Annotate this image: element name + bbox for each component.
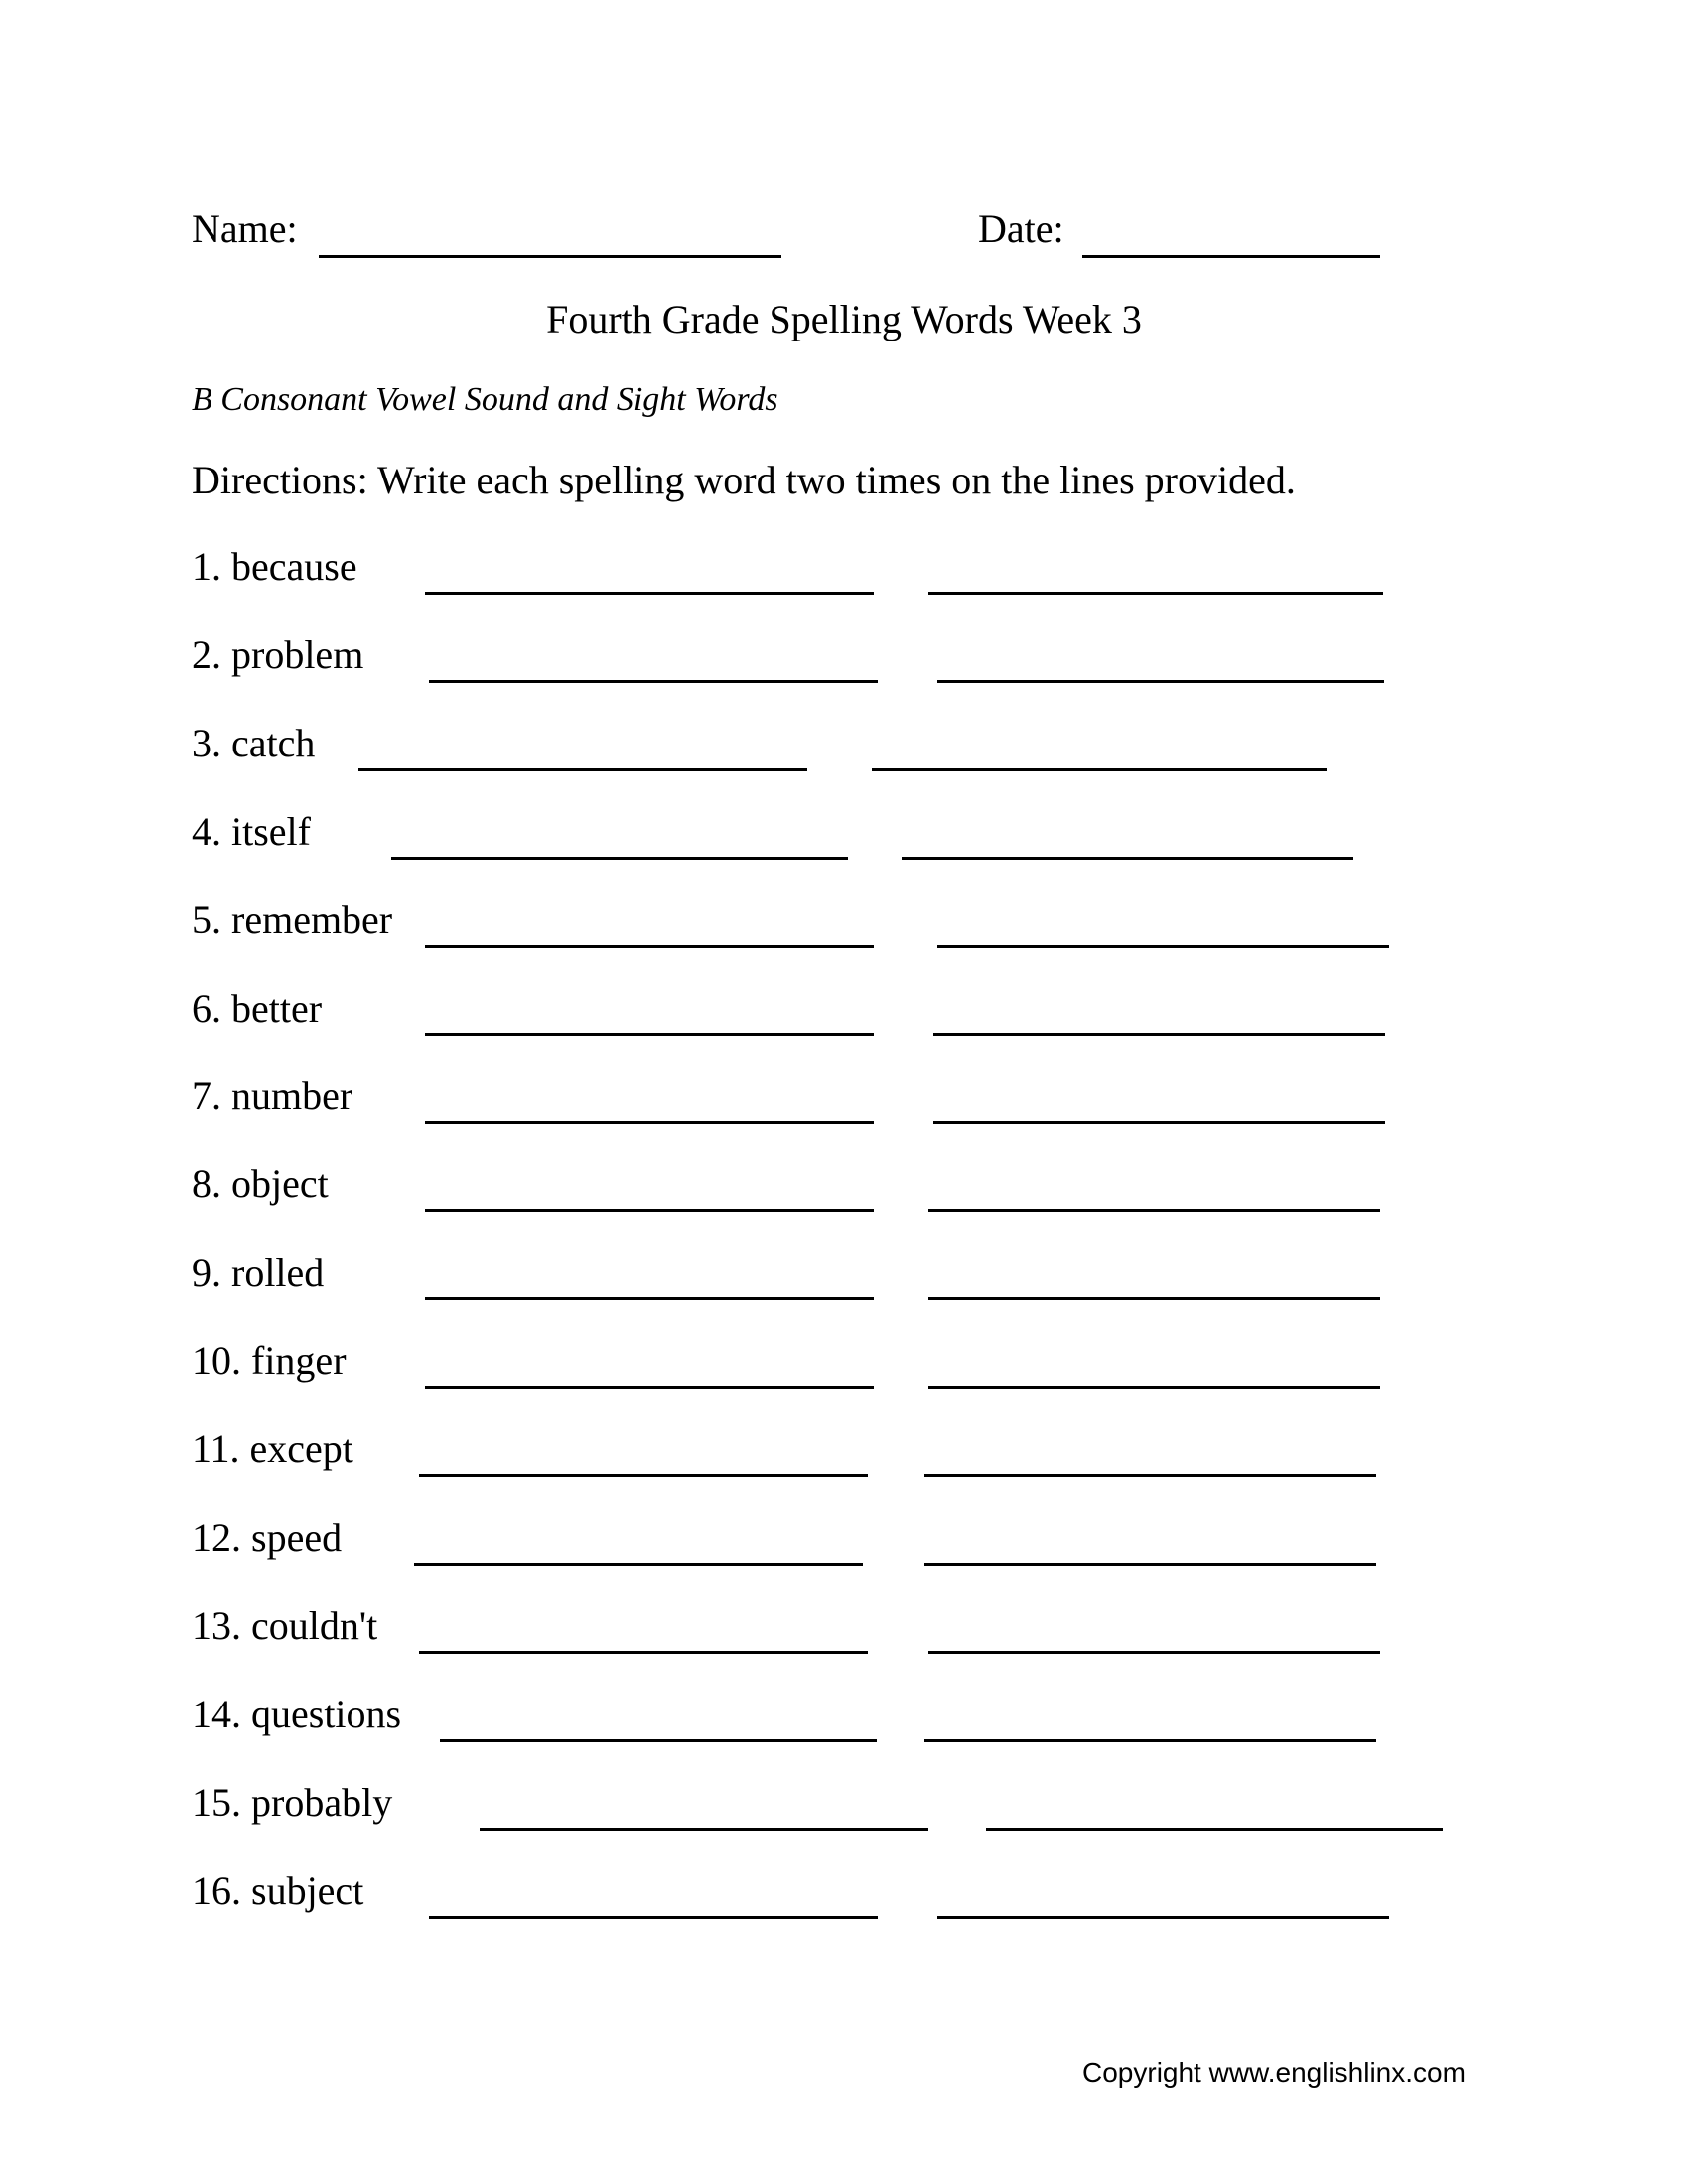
write-line-11-1[interactable] — [419, 1474, 868, 1477]
date-input-line[interactable] — [1082, 255, 1380, 258]
word-label-13: 13. couldn't — [192, 1603, 378, 1648]
write-line-8-2[interactable] — [928, 1209, 1380, 1212]
word-label-5: 5. remember — [192, 897, 393, 942]
write-line-12-1[interactable] — [414, 1563, 863, 1566]
write-line-6-2[interactable] — [933, 1033, 1385, 1036]
word-label-15: 15. probably — [192, 1780, 393, 1825]
write-line-14-2[interactable] — [924, 1739, 1376, 1742]
word-label-9: 9. rolled — [192, 1250, 325, 1295]
write-line-4-2[interactable] — [902, 857, 1353, 860]
write-line-9-2[interactable] — [928, 1297, 1380, 1300]
word-label-10: 10. finger — [192, 1338, 347, 1383]
word-label-2: 2. problem — [192, 632, 364, 677]
write-line-13-2[interactable] — [928, 1651, 1380, 1654]
write-line-5-1[interactable] — [425, 945, 874, 948]
date-label: Date: — [978, 206, 1064, 251]
write-line-5-2[interactable] — [937, 945, 1389, 948]
write-line-15-2[interactable] — [986, 1828, 1443, 1831]
write-line-14-1[interactable] — [440, 1739, 877, 1742]
write-line-8-1[interactable] — [425, 1209, 874, 1212]
name-input-line[interactable] — [319, 255, 781, 258]
write-line-16-2[interactable] — [937, 1916, 1389, 1919]
word-label-4: 4. itself — [192, 809, 311, 854]
name-label: Name: — [192, 206, 298, 251]
write-line-2-1[interactable] — [429, 680, 878, 683]
copyright: Copyright www.englishlinx.com — [1082, 2057, 1466, 2088]
subtitle: B Consonant Vowel Sound and Sight Words — [192, 381, 778, 418]
word-label-7: 7. number — [192, 1073, 353, 1118]
word-label-14: 14. questions — [192, 1692, 402, 1736]
write-line-1-1[interactable] — [425, 592, 874, 595]
write-line-9-1[interactable] — [425, 1297, 874, 1300]
write-line-3-1[interactable] — [358, 768, 807, 771]
write-line-16-1[interactable] — [429, 1916, 878, 1919]
write-line-11-2[interactable] — [924, 1474, 1376, 1477]
write-line-3-2[interactable] — [872, 768, 1327, 771]
write-line-2-2[interactable] — [937, 680, 1384, 683]
word-label-6: 6. better — [192, 986, 323, 1030]
write-line-15-1[interactable] — [480, 1828, 928, 1831]
word-label-3: 3. catch — [192, 721, 316, 765]
word-label-1: 1. because — [192, 544, 357, 589]
word-label-12: 12. speed — [192, 1515, 343, 1560]
write-line-12-2[interactable] — [924, 1563, 1376, 1566]
page-title: Fourth Grade Spelling Words Week 3 — [546, 297, 1142, 341]
write-line-7-2[interactable] — [933, 1121, 1385, 1124]
write-line-13-1[interactable] — [419, 1651, 868, 1654]
word-label-11: 11. except — [192, 1427, 353, 1471]
write-line-4-1[interactable] — [391, 857, 848, 860]
word-label-16: 16. subject — [192, 1868, 364, 1913]
write-line-6-1[interactable] — [425, 1033, 874, 1036]
write-line-10-2[interactable] — [928, 1386, 1380, 1389]
write-line-1-2[interactable] — [928, 592, 1383, 595]
write-line-7-1[interactable] — [425, 1121, 874, 1124]
word-label-8: 8. object — [192, 1161, 329, 1206]
directions: Directions: Write each spelling word two times on the lines provided. — [192, 458, 1296, 502]
write-line-10-1[interactable] — [425, 1386, 874, 1389]
